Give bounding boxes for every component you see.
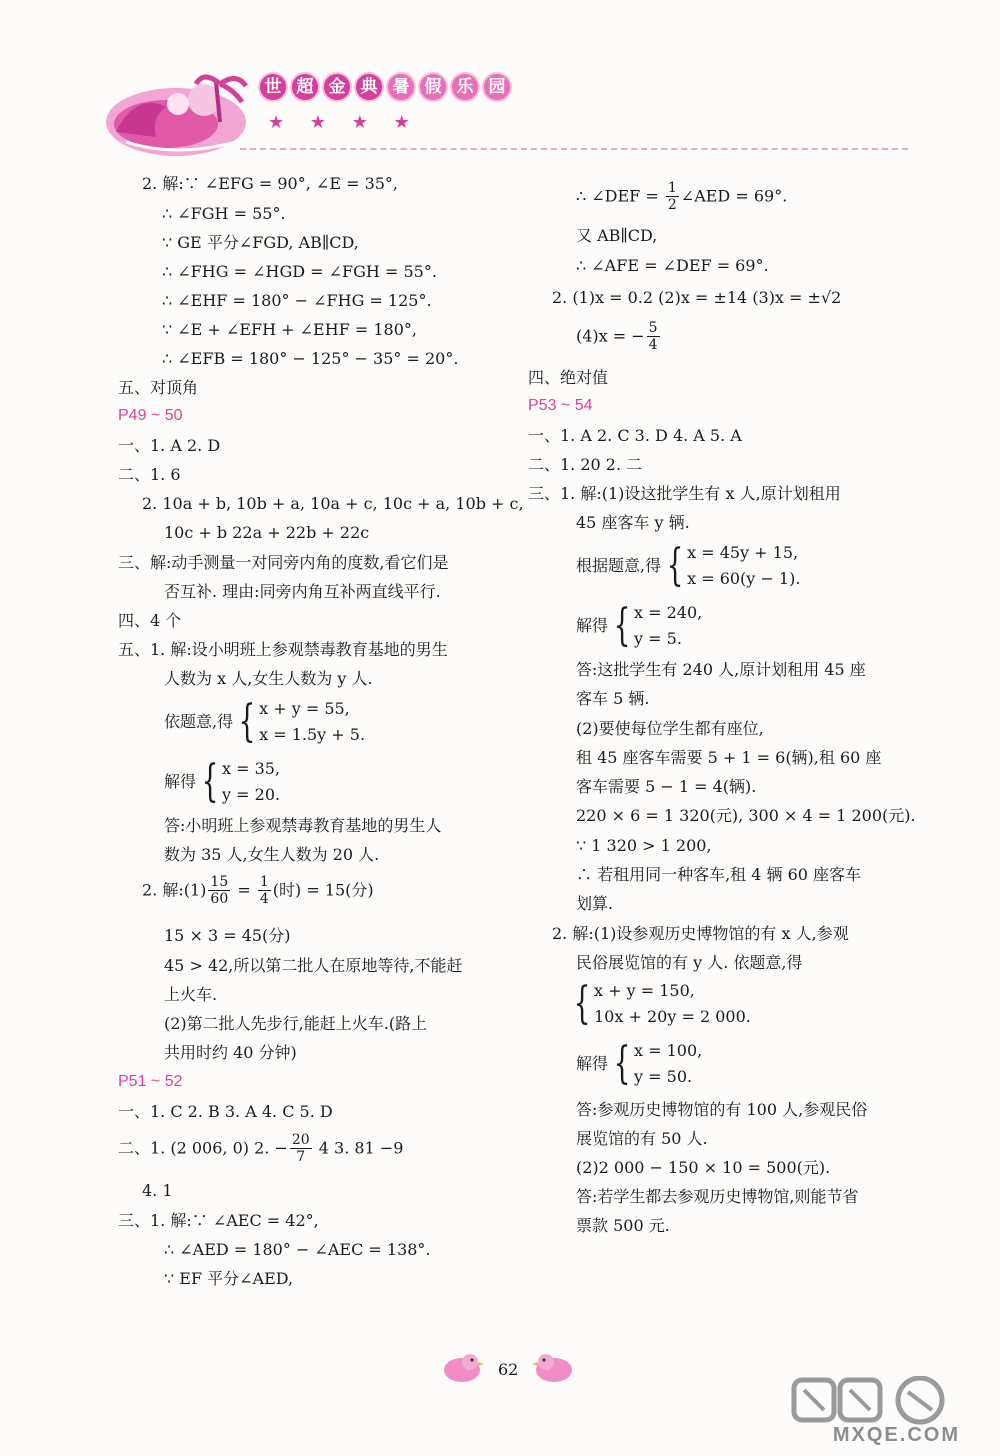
text-line: 15 × 3 = 45(分) xyxy=(164,926,291,945)
left-brace-icon: { xyxy=(613,1038,631,1089)
equation: y = 20. xyxy=(222,785,281,804)
equation-system xyxy=(164,696,365,748)
text-line: 45 座客车 y 辆. xyxy=(576,513,690,532)
fraction-line xyxy=(576,180,787,213)
text-line: 4. 1 xyxy=(142,1181,173,1200)
text-line: 45 > 42,所以第二批人在原地等待,不能赶 xyxy=(164,956,463,975)
equation: x + y = 150, xyxy=(594,981,695,1000)
text-line: 2. (1)x = 0.2 (2)x = ±14 (3)x = ±√2 xyxy=(552,288,842,307)
text-line: 共用时约 40 分钟) xyxy=(164,1043,297,1062)
fraction-line xyxy=(118,1132,403,1165)
numerator: 1 xyxy=(667,180,677,196)
text-line: 租 45 座客车需要 5 + 1 = 6(辆),租 60 座 xyxy=(576,748,882,767)
fraction xyxy=(290,1132,312,1165)
brand-char: 乐 xyxy=(450,72,480,102)
fraction xyxy=(647,320,660,353)
numerator: 1 xyxy=(259,874,269,890)
watermark-domain: MXQE.COM xyxy=(832,1424,960,1446)
equation: x = 45y + 15, xyxy=(687,543,799,562)
page-range-label: P49 ~ 50 xyxy=(118,407,183,424)
brand-char: 世 xyxy=(258,72,288,102)
left-brace-icon: { xyxy=(238,696,256,747)
text-line: 上火车. xyxy=(164,985,218,1004)
brand-title xyxy=(258,72,512,102)
text-line: 2. 解:(1)设参观历史博物馆的有 x 人,参观 xyxy=(552,924,849,943)
system-prefix: 解得 xyxy=(164,772,197,791)
text-line: 220 × 6 = 1 320(元), 300 × 4 = 1 200(元). xyxy=(576,806,916,825)
page-header xyxy=(0,0,1000,160)
brand-char: 园 xyxy=(482,72,512,102)
text-line: 一、1. C 2. B 3. A 4. C 5. D xyxy=(118,1102,333,1121)
text-line: 五、1. 解:设小明班上参观禁毒教育基地的男生 xyxy=(118,640,448,659)
text-line: 二、1. 20 2. 二 xyxy=(528,455,643,474)
fraction xyxy=(258,874,271,907)
numerator: 5 xyxy=(648,320,658,336)
text-line: 数为 35 人,女生人数为 20 人. xyxy=(164,845,380,864)
equation: 10x + 20y = 2 000. xyxy=(594,1007,751,1026)
text-line: 客车 5 辆. xyxy=(576,689,650,708)
beach-logo-icon xyxy=(96,62,256,162)
equation-system xyxy=(576,600,702,652)
equation: x = 60(y − 1). xyxy=(687,569,801,588)
page-range-label: P51 ~ 52 xyxy=(118,1073,183,1090)
chick-icon xyxy=(532,1350,576,1384)
text-line: ∵ GE 平分∠FGD, AB∥CD, xyxy=(162,233,359,252)
system-prefix: 依题意,得 xyxy=(164,712,234,731)
text-segment: (4)x = − xyxy=(576,326,645,346)
equation: y = 50. xyxy=(634,1067,693,1086)
system-prefix: 解得 xyxy=(576,1054,609,1073)
denominator: 4 xyxy=(259,891,269,907)
equation: x = 35, xyxy=(222,759,281,778)
left-brace-icon: { xyxy=(573,978,591,1029)
text-line: 答:这批学生有 240 人,原计划租用 45 座 xyxy=(576,660,866,679)
text-line: 10c + b 22a + 22b + 22c xyxy=(164,523,370,542)
text-line: 人数为 x 人,女生人数为 y 人. xyxy=(164,669,373,688)
denominator: 2 xyxy=(667,197,677,213)
text-line: 二、1. 6 xyxy=(118,465,181,484)
left-brace-icon: { xyxy=(201,756,219,807)
text-segment: 4 3. 81 −9 xyxy=(313,1138,404,1158)
brand-char: 超 xyxy=(290,72,320,102)
text-line: 答:若学生都去参观历史博物馆,则能节省 xyxy=(576,1187,859,1206)
text-line: 三、1. 解:∵ ∠AEC = 42°, xyxy=(118,1211,319,1230)
text-line: 客车需要 5 − 1 = 4(辆). xyxy=(576,777,757,796)
brand-char: 假 xyxy=(418,72,448,102)
text-line: 答:参观历史博物馆的有 100 人,参观民俗 xyxy=(576,1100,868,1119)
section-heading: 四、绝对值 xyxy=(528,368,609,387)
text-line: 2. 10a + b, 10b + a, 10a + c, 10c + a, 10b + c, xyxy=(142,494,524,513)
brand-char: 暑 xyxy=(386,72,416,102)
text-line: 四、4 个 xyxy=(118,611,182,630)
text-line: 又 AB∥CD, xyxy=(576,226,658,245)
left-brace-icon: { xyxy=(613,600,631,651)
equation: y = 5. xyxy=(634,629,682,648)
equation: x = 240, xyxy=(634,603,703,622)
text-line: 三、1. 解:(1)设这批学生有 x 人,原计划租用 xyxy=(528,484,841,503)
text-line: 三、解:动手测量一对同旁内角的度数,看它们是 xyxy=(118,553,449,572)
text-segment: 2. 解:(1) xyxy=(142,880,207,900)
section-heading: 五、对顶角 xyxy=(118,378,199,397)
denominator: 7 xyxy=(296,1149,306,1165)
stars-decoration: ★ ★ ★ ★ xyxy=(268,112,420,133)
fraction-line xyxy=(576,320,662,353)
text-line: (2)要使每位学生都有座位, xyxy=(576,719,764,738)
text-line: ∵ EF 平分∠AED, xyxy=(164,1269,294,1288)
text-line: (2)2 000 − 150 × 10 = 500(元). xyxy=(576,1158,831,1177)
header-divider xyxy=(240,148,908,150)
text-segment: 二、1. (2 006, 0) 2. − xyxy=(118,1138,288,1158)
page-number: 62 xyxy=(498,1360,519,1379)
text-line: ∴ ∠FHG = ∠HGD = ∠FGH = 55°. xyxy=(162,262,437,281)
page-range-label: P53 ~ 54 xyxy=(528,397,593,414)
text-line: ∴ ∠EHF = 180° − ∠FHG = 125°. xyxy=(162,291,432,310)
equation-system xyxy=(164,756,280,808)
text-segment: = xyxy=(232,880,256,900)
brand-char: 典 xyxy=(354,72,384,102)
text-segment: ∴ ∠DEF = xyxy=(576,186,664,206)
fraction xyxy=(666,180,679,213)
equation-system xyxy=(576,1038,702,1090)
fraction xyxy=(208,874,230,907)
text-line: ∴ 若租用同一种客车,租 4 辆 60 座客车 xyxy=(576,865,862,884)
denominator: 60 xyxy=(210,891,229,907)
text-line: 2. 解:∵ ∠EFG = 90°, ∠E = 35°, xyxy=(142,174,399,193)
text-line: ∴ ∠AED = 180° − ∠AEC = 138°. xyxy=(164,1240,431,1259)
text-line: 展览馆的有 50 人. xyxy=(576,1129,708,1148)
text-line: 一、1. A 2. D xyxy=(118,436,221,455)
text-line: (2)第二批人先步行,能赶上火车.(路上 xyxy=(164,1014,428,1033)
brand-char: 金 xyxy=(322,72,352,102)
left-brace-icon: { xyxy=(666,540,684,591)
text-line: ∴ ∠FGH = 55°. xyxy=(162,204,286,223)
text-line: 划算. xyxy=(576,894,614,913)
text-line: 票款 500 元. xyxy=(576,1216,670,1235)
numerator: 15 xyxy=(210,874,229,890)
text-line: ∵ ∠E + ∠EFH + ∠EHF = 180°, xyxy=(162,320,417,339)
system-prefix: 根据题意,得 xyxy=(576,556,662,575)
numerator: 20 xyxy=(291,1132,310,1148)
text-line: 否互补. 理由:同旁内角互补两直线平行. xyxy=(164,582,441,601)
equation: x = 1.5y + 5. xyxy=(259,725,366,744)
text-line: 答:小明班上参观禁毒教育基地的男生人 xyxy=(164,816,442,835)
text-line: ∵ 1 320 > 1 200, xyxy=(576,836,712,855)
chick-icon xyxy=(440,1350,484,1384)
text-line: 一、1. A 2. C 3. D 4. A 5. A xyxy=(528,426,742,445)
equation-system xyxy=(568,978,751,1030)
denominator: 4 xyxy=(648,337,658,353)
text-line: 民俗展览馆的有 y 人. 依题意,得 xyxy=(576,953,803,972)
text-segment: ∠AED = 69°. xyxy=(680,186,788,206)
equation-system xyxy=(576,540,800,592)
system-prefix: 解得 xyxy=(576,616,609,635)
fraction-line xyxy=(142,874,374,907)
text-line: ∴ ∠AFE = ∠DEF = 69°. xyxy=(576,256,769,275)
equation: x + y = 55, xyxy=(259,699,350,718)
equation: x = 100, xyxy=(634,1041,703,1060)
text-line: ∴ ∠EFB = 180° − 125° − 35° = 20°. xyxy=(162,349,459,368)
text-segment: (时) = 15(分) xyxy=(272,880,374,900)
